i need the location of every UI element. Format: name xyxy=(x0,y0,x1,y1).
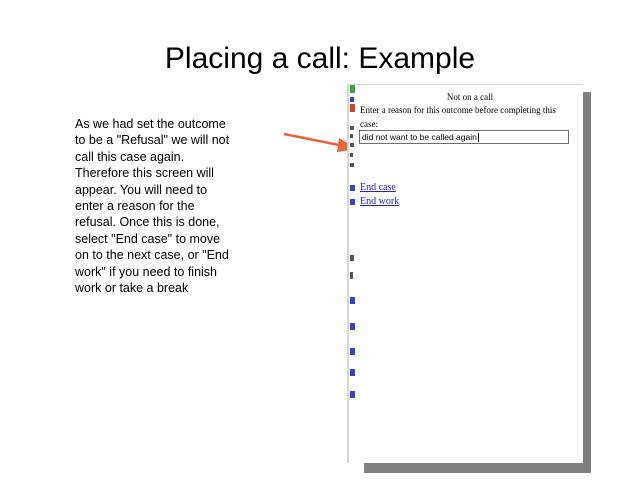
screenshot-shadow-bottom xyxy=(364,463,591,473)
explanation-line: As we had set the outcome xyxy=(75,117,226,131)
dialog-heading: Not on a call xyxy=(446,92,494,102)
end-case-link[interactable]: End case xyxy=(360,182,396,193)
page-fragment xyxy=(350,255,354,261)
end-work-link[interactable]: End work xyxy=(360,196,400,207)
explanation-line: work or take a break xyxy=(75,281,189,296)
explanation-line: call this case again. xyxy=(75,149,185,164)
reason-input[interactable] xyxy=(359,130,569,144)
dialog-prompt: Enter a reason for this outcome before completing this case: xyxy=(360,105,556,129)
page-fragment xyxy=(350,143,354,147)
page-fragment xyxy=(350,134,353,138)
screenshot-shadow-right xyxy=(583,92,591,473)
explanation-line: Therefore this screen will xyxy=(75,166,214,181)
page-fragment xyxy=(350,153,353,157)
page-fragment xyxy=(350,391,355,398)
explanation-line: refusal. Once this is done, xyxy=(75,215,220,230)
underlying-page-sliver xyxy=(347,84,357,463)
page-fragment xyxy=(350,163,354,167)
page-fragment xyxy=(350,297,355,304)
arrow-shaft xyxy=(284,134,339,145)
page-fragment xyxy=(350,97,354,102)
page-fragment xyxy=(350,348,355,355)
app-screenshot xyxy=(357,84,583,463)
page-fragment xyxy=(350,85,355,93)
explanation-line: enter a reason for the xyxy=(75,199,195,214)
explanation-line: work" if you need to finish xyxy=(75,264,218,279)
explanation-line: select "End case" to move xyxy=(75,231,221,246)
reason-input-value: did not want to be called again xyxy=(362,132,477,142)
page-fragment xyxy=(350,126,354,130)
page-fragment xyxy=(350,272,353,279)
explanation-text xyxy=(75,116,270,296)
page-fragment xyxy=(350,185,355,191)
text-caret xyxy=(478,133,479,142)
page-fragment xyxy=(350,199,355,205)
slide-title: Placing a call: Example xyxy=(164,42,476,75)
page-fragment xyxy=(350,369,355,376)
explanation-line: on to the next case, or "End xyxy=(75,248,229,263)
explanation-line: appear. You will need to xyxy=(75,182,208,197)
page-fragment xyxy=(350,323,355,330)
explanation-line: to be a "Refusal" we will not xyxy=(75,133,230,148)
page-fragment xyxy=(350,104,355,112)
